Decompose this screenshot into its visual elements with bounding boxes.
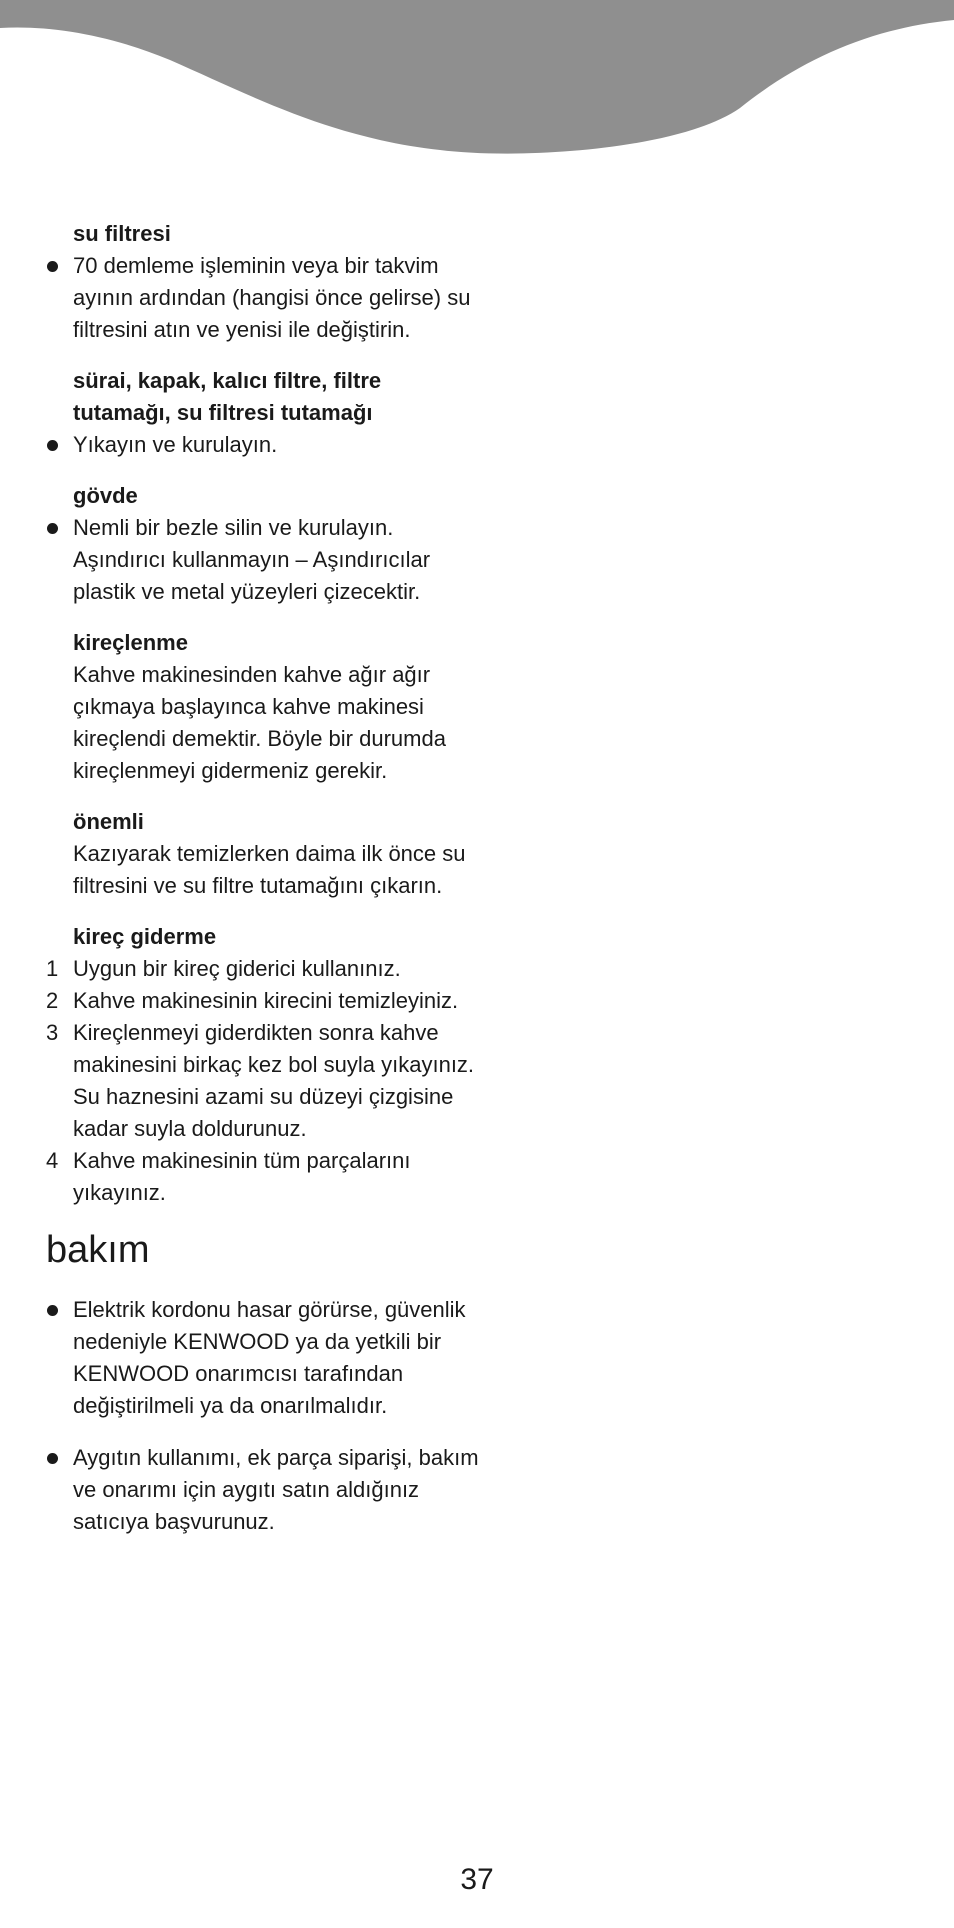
header-wave-decoration	[0, 0, 954, 160]
page-number: 37	[460, 1863, 494, 1896]
care-title: bakım	[46, 1229, 150, 1271]
bullet-item	[46, 250, 486, 346]
section-descaling	[46, 921, 486, 1209]
step-text: Kireçlenmeyi giderdikten sonra kahve makinesini birkaç kez bol suyla yıkayınız. Su haznesini azami su düzeyi çizgisine kadar suyla doldurunuz.	[73, 1020, 475, 1141]
bullet-icon	[47, 261, 58, 272]
bullet-icon	[47, 1305, 58, 1316]
bullet-icon	[47, 440, 58, 451]
bullet-text: 70 demleme işleminin veya bir takvim ayının ardından (hangisi önce gelirse) su filtresini atın ve yenisi ile değiştirin.	[73, 253, 471, 342]
section-heading: gövde	[73, 483, 138, 508]
section-limescale	[46, 627, 486, 787]
bullet-text: Elektrik kordonu hasar görürse, güvenlik nedeniyle KENWOOD ya da yetkili bir KENWOOD onarımcısı tarafından değiştirilmeli ya da onarılmalıdır.	[73, 1297, 466, 1418]
section-paragraph: Kahve makinesinden kahve ağır ağır çıkmaya başlayınca kahve makinesi kireçlendi demektir. Böyle bir durumda kireçlenmeyi gidermeniz gerekir.	[73, 662, 446, 783]
section-body	[46, 480, 486, 608]
bullet-item	[46, 1294, 486, 1422]
step-text: Kahve makinesinin kirecini temizleyiniz.	[73, 988, 459, 1013]
step-number: 2	[46, 988, 59, 1013]
numbered-step	[46, 1145, 486, 1209]
step-number: 4	[46, 1148, 59, 1173]
section-heading: su filtresi	[73, 221, 171, 246]
bullet-item	[46, 512, 486, 608]
step-text: Uygun bir kireç giderici kullanınız.	[73, 956, 401, 981]
section-heading: önemli	[73, 809, 144, 834]
bullet-text: Nemli bir bezle silin ve kurulayın. Aşındırıcı kullanmayın – Aşındırıcılar plastik ve metal yüzeyleri çizecektir.	[73, 515, 431, 604]
section-paragraph: Kazıyarak temizlerken daima ilk önce su filtresini ve su filtre tutamağını çıkarın.	[73, 841, 466, 898]
bullet-text: Yıkayın ve kurulayın.	[73, 432, 278, 457]
section-heading-line: sürai, kapak, kalıcı filtre, filtre	[73, 368, 382, 393]
section-heading: kireçlenme	[73, 630, 188, 655]
step-text: Kahve makinesinin tüm parçalarını yıkayınız.	[73, 1148, 411, 1205]
numbered-step	[46, 985, 486, 1017]
section-water-filter	[46, 218, 486, 346]
section-parts	[46, 365, 486, 461]
section-important	[46, 806, 486, 902]
bullet-item	[46, 1442, 486, 1538]
section-heading: kireç giderme	[73, 924, 217, 949]
numbered-step	[46, 1017, 486, 1145]
step-number: 1	[46, 956, 59, 981]
care-section	[46, 1294, 486, 1538]
bullet-icon	[47, 1453, 58, 1464]
header-wave-shape	[0, 0, 954, 154]
bullet-icon	[47, 523, 58, 534]
maintenance-content	[46, 218, 486, 1558]
bullet-item	[46, 429, 486, 461]
step-number: 3	[46, 1020, 59, 1045]
numbered-step	[46, 953, 486, 985]
bullet-text: Aygıtın kullanımı, ek parça siparişi, bakım ve onarımı için aygıtı satın aldığınız satıcıya başvurunuz.	[73, 1445, 479, 1534]
section-heading-line: tutamağı, su filtresi tutamağı	[73, 400, 373, 425]
